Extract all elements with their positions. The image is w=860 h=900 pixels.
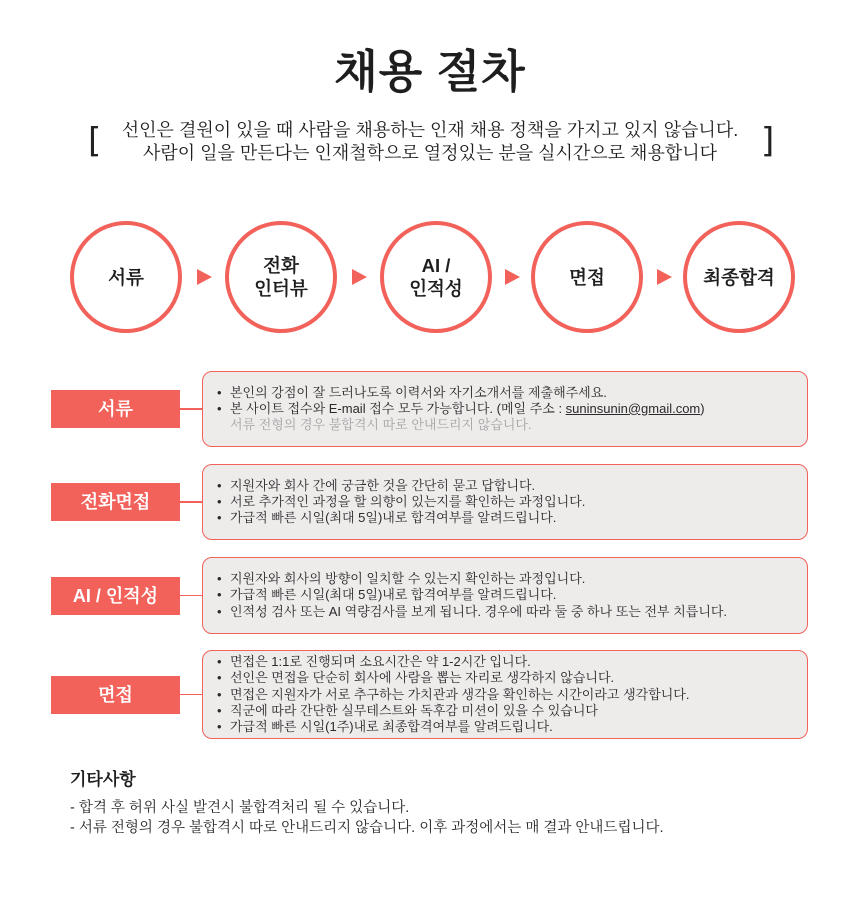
stage-label: 면접 [51,676,180,714]
stage-label: 전화면접 [51,483,180,521]
process-step-documents [70,221,182,333]
list-item-text: 본인의 강점이 잘 드러나도록 이력서와 자기소개서를 제출해주세요. [230,384,607,400]
process-step-label: 면접 [569,266,605,288]
page-title: 채용 절차 [334,46,526,97]
etc-item: - 합격 후 허위 사실 발견시 불합격처리 될 수 있습니다. [70,800,410,816]
triangle-right-icon [657,269,672,285]
list-item-text: ) [700,400,705,416]
stage-connector-line [180,595,202,597]
list-item [203,401,797,417]
list-item: • 지원자와 회사 간에 궁금한 것을 간단히 묻고 답합니다. [203,478,797,494]
etc-item: - 서류 전형의 경우 불합격시 따로 안내드리지 않습니다. 이후 과정에서는 매 결과 안내드립니다. [70,820,664,836]
stage-note: 서류 전형의 경우 불합격시 따로 안내드리지 않습니다. [230,417,532,433]
list-item: • 서로 추가적인 과정을 할 의향이 있는지를 확인하는 과정입니다. [203,494,797,510]
triangle-right-icon [505,269,520,285]
triangle-right-icon [197,269,212,285]
stage-label: AI / 인적성 [51,577,180,615]
list-item: • 가급적 빠른 시일(최대 5일)내로 합격여부를 알려드립니다. [203,510,797,526]
process-step-label: 서류 [108,266,144,288]
list-item: • 선인은 면접을 단순히 회사에 사람을 뽑는 자리로 생각하지 않습니다. [203,670,797,686]
intro-line: 선인은 결원이 있을 때 사람을 채용하는 인재 채용 정책을 가지고 있지 않습니다. [121,120,739,140]
stage-connector-line [180,694,202,696]
intro-line: 사람이 일을 만든다는 인재철학으로 열정있는 분을 실시간으로 채용합니다 [142,143,718,163]
stage-detail-list [203,385,797,434]
process-step-label: 인적성 [409,278,463,299]
stage-connector-line [180,408,202,410]
list-item-text: 본 사이트 접수와 E-mail 접수 모두 가능합니다. (메일 주소 : [230,400,566,416]
intro-bracket-close: ] [761,121,775,161]
stage-detail-list [203,654,797,735]
triangle-right-icon [352,269,367,285]
stage-detail-panel [202,557,808,634]
etc-list [70,798,830,838]
intro-bracket-open: [ [88,121,102,161]
stage-row-interview [51,650,808,739]
stage-detail-panel [202,371,808,447]
stage-connector-line [180,501,202,503]
process-step-aptitude [380,221,492,333]
stage-detail-list [203,571,797,620]
process-step-label: 인터뷰 [254,278,308,299]
list-item: • 직군에 따라 간단한 실무테스트와 독후감 미션이 있을 수 있습니다 [203,703,797,719]
list-item [203,385,797,401]
stage-row-documents [51,371,808,447]
stage-detail-list [203,478,797,527]
list-item: • 지원자와 회사의 방향이 일치할 수 있는지 확인하는 과정입니다. [203,571,797,587]
process-step-final-pass [683,221,795,333]
intro-text [0,119,860,165]
stage-detail-panel [202,464,808,540]
process-step-label: AI / [421,255,451,276]
stage-row-phone-interview [51,464,808,540]
process-step-label: 최종합격 [703,266,775,288]
list-item: • 인적성 검사 또는 AI 역량검사를 보게 됩니다. 경우에 따라 둘 중 하나 또는 전부 치릅니다. [203,604,797,620]
process-step-label: 전화 [263,255,299,276]
list-item: • 가급적 빠른 시일(최대 5일)내로 합격여부를 알려드립니다. [203,587,797,603]
stage-detail-panel [202,650,808,739]
email-link[interactable]: suninsunin@gmail.com [565,400,701,416]
list-item: • 면접은 1:1로 진행되며 소요시간은 약 1-2시간 입니다. [203,654,797,670]
process-step-interview [531,221,643,333]
stage-label: 서류 [51,390,180,428]
list-item: • 가급적 빠른 시일(1주)내로 최종합격여부를 알려드립니다. [203,719,797,735]
etc-heading: 기타사항 [70,770,136,789]
stage-row-aptitude [51,557,808,634]
process-step-phone-interview [225,221,337,333]
list-item: • 면접은 지원자가 서로 추구하는 가치관과 생각을 확인하는 시간이라고 생각합니다. [203,687,797,703]
